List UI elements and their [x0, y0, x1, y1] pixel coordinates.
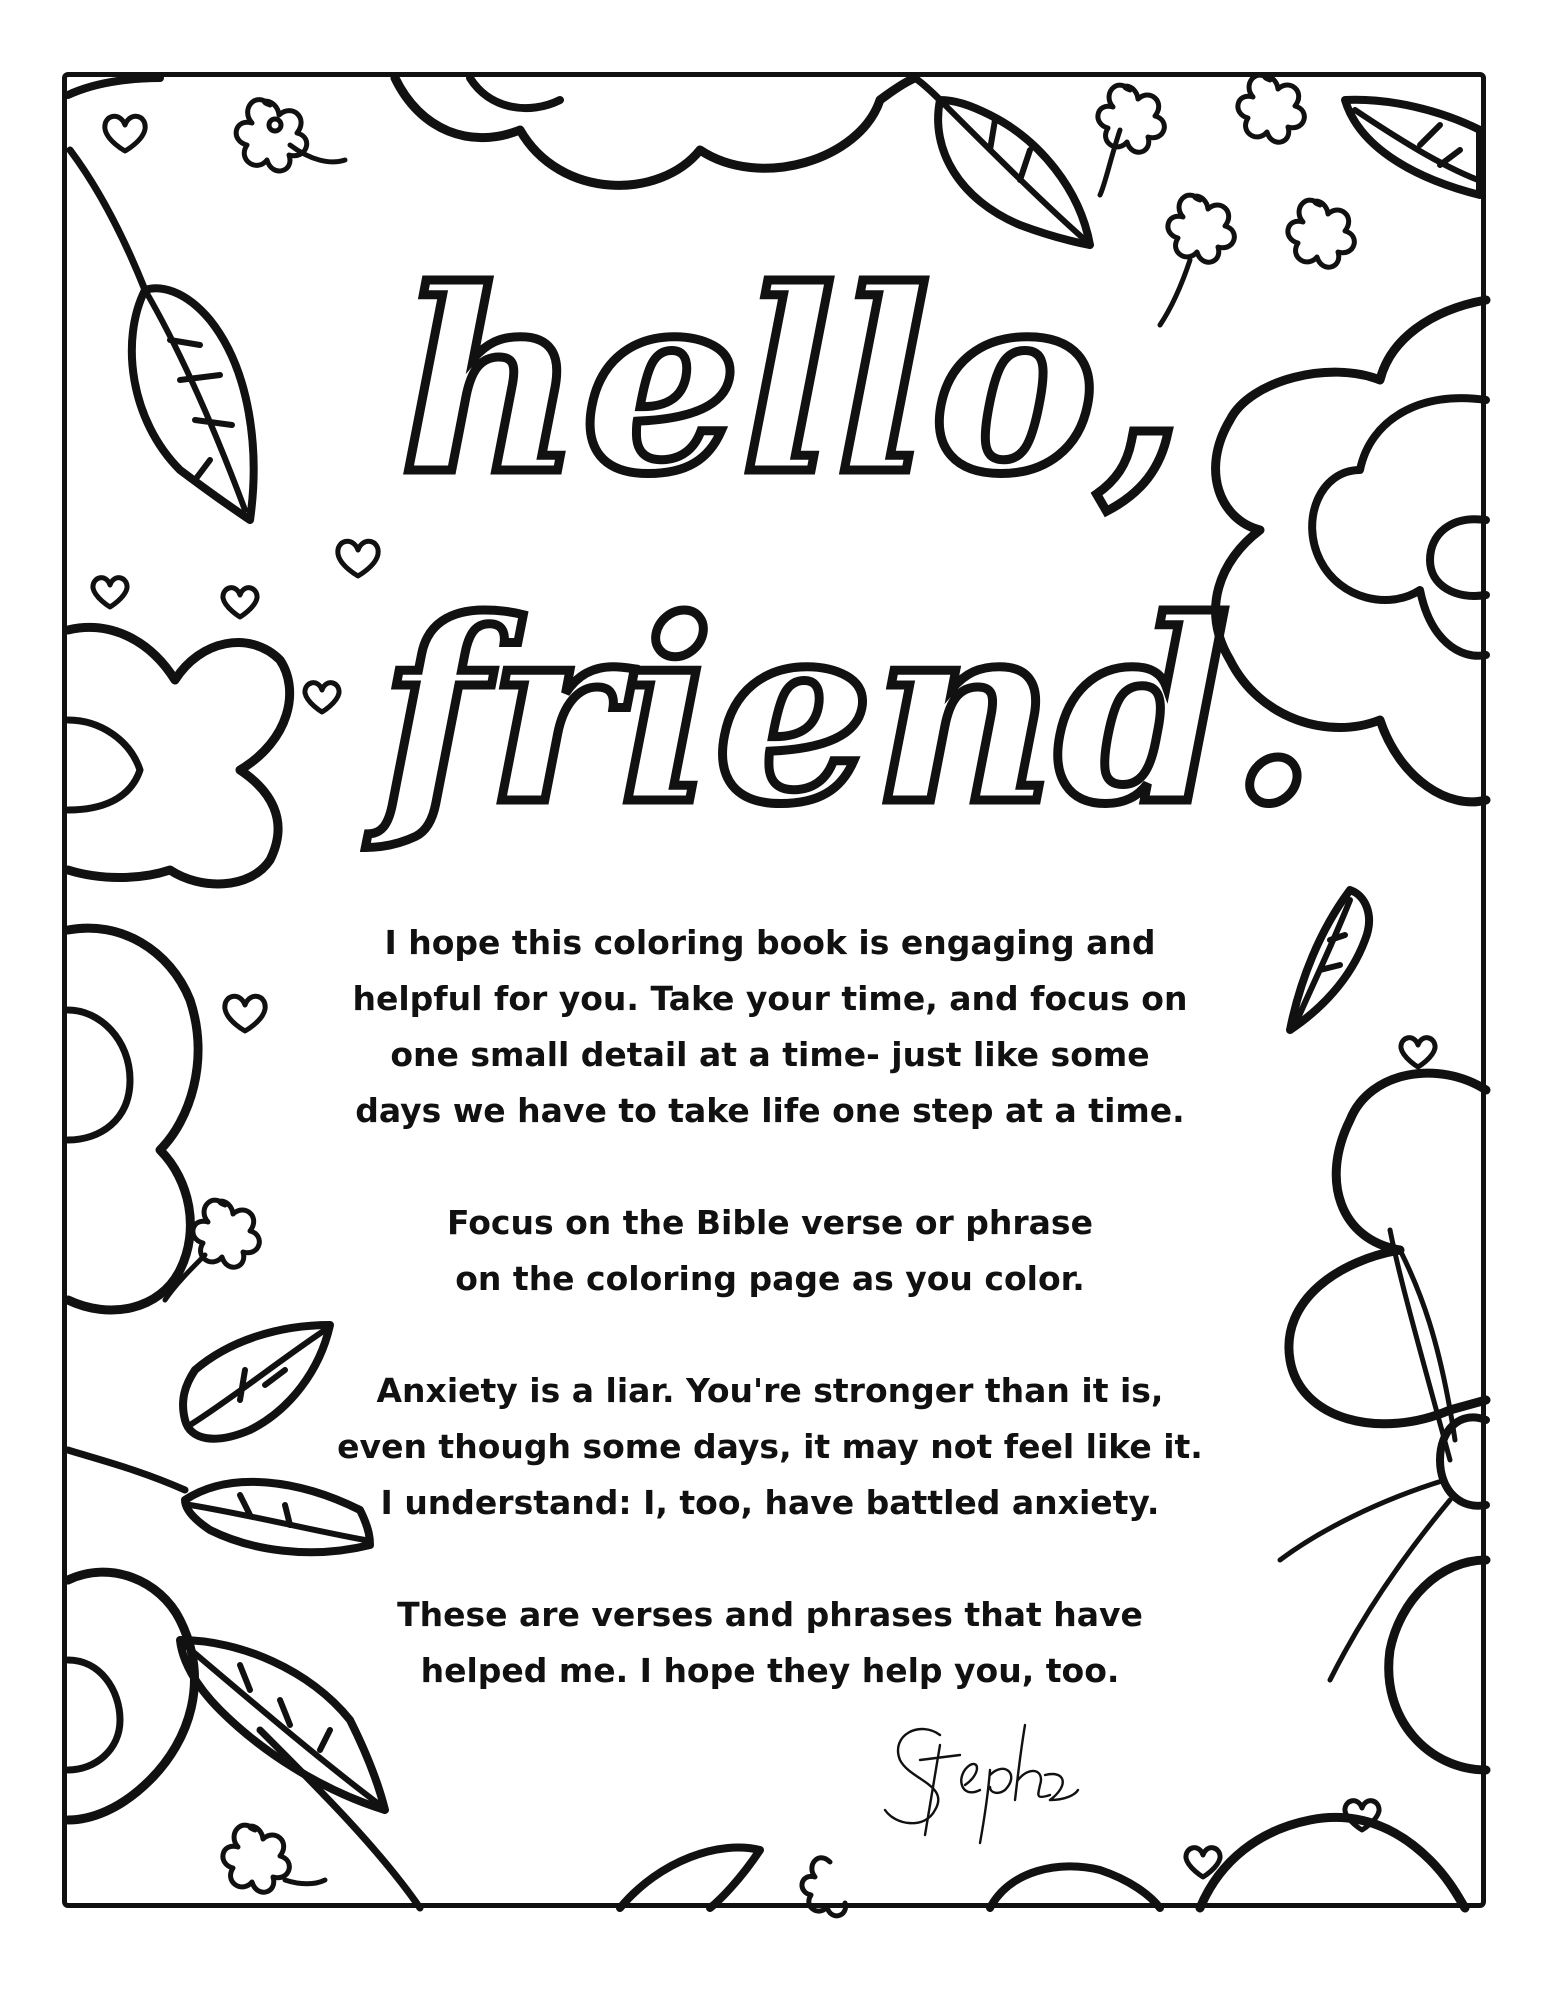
heart-doodle	[305, 683, 339, 712]
heart-doodle	[225, 996, 265, 1031]
message-line: even though some days, it may not feel like it.	[337, 1427, 1203, 1466]
top-flower-petals	[395, 78, 915, 185]
message-line: helped me. I hope they help you, too.	[420, 1651, 1120, 1690]
right-lower-flower-center	[1440, 1417, 1486, 1505]
handwritten-signature	[880, 1715, 1080, 1845]
message-line: days we have to take life one step at a time.	[355, 1091, 1185, 1130]
message-paragraph	[300, 1587, 1240, 1699]
left-heart-flower-inner	[68, 720, 140, 810]
clover-flower	[165, 1200, 259, 1300]
clover-flower	[1238, 75, 1304, 142]
left-bottom-flower-inner	[68, 1660, 120, 1770]
message-line: one small detail at a time- just like some	[390, 1035, 1150, 1074]
top-flower-inner	[470, 78, 560, 108]
message-line: I hope this coloring book is engaging and	[384, 923, 1156, 962]
left-heart-flower	[68, 627, 290, 883]
top-left-flower	[68, 78, 160, 95]
message-paragraph	[300, 915, 1240, 1139]
message-line: Anxiety is a liar. You're stronger than it is,	[376, 1371, 1164, 1410]
heart-doodle	[223, 588, 257, 617]
message-line: These are verses and phrases that have	[397, 1595, 1143, 1634]
bottom-center-leaf	[620, 1847, 760, 1908]
title-line-1: hello,	[400, 235, 1185, 529]
message-line: on the coloring page as you color.	[455, 1259, 1085, 1298]
right-lower-flower-petal2	[1389, 1560, 1486, 1770]
clover-flower	[1098, 85, 1164, 195]
clover-flower	[223, 1825, 325, 1892]
top-left-stem	[70, 150, 145, 290]
right-big-flower-inner1	[1312, 398, 1486, 656]
right-lower-flower-petal1	[1289, 1073, 1486, 1424]
left-middle-flower-inner	[68, 1010, 130, 1140]
heart-doodle	[1401, 1038, 1435, 1067]
message-line: helpful for you. Take your time, and focus on	[352, 979, 1188, 1018]
left-middle-flower	[68, 928, 198, 1310]
top-left-leaf-vein	[145, 290, 245, 510]
right-big-flower-inner2	[1430, 519, 1486, 596]
clover-flower	[802, 1858, 846, 1916]
bottom-right-leaf	[990, 1866, 1160, 1908]
message-paragraph	[300, 1363, 1240, 1531]
clover-flower	[236, 100, 345, 171]
clover-flower	[1288, 200, 1354, 267]
heart-doodle	[1186, 1848, 1220, 1877]
heart-doodle	[105, 116, 145, 151]
welcome-message	[300, 915, 1240, 1755]
top-right-stem	[915, 78, 940, 100]
title-line-2: friend.	[380, 565, 1317, 859]
left-lower-stem	[68, 1450, 185, 1490]
message-paragraph	[300, 1195, 1240, 1307]
heart-doodle	[93, 578, 127, 607]
message-line: Focus on the Bible verse or phrase	[447, 1203, 1093, 1242]
hand-lettered-title	[360, 200, 1317, 900]
left-bottom-flower	[68, 1572, 194, 1820]
right-lower-flower-petal3	[1200, 1817, 1465, 1908]
message-line: I understand: I, too, have battled anxiety.	[380, 1483, 1160, 1522]
